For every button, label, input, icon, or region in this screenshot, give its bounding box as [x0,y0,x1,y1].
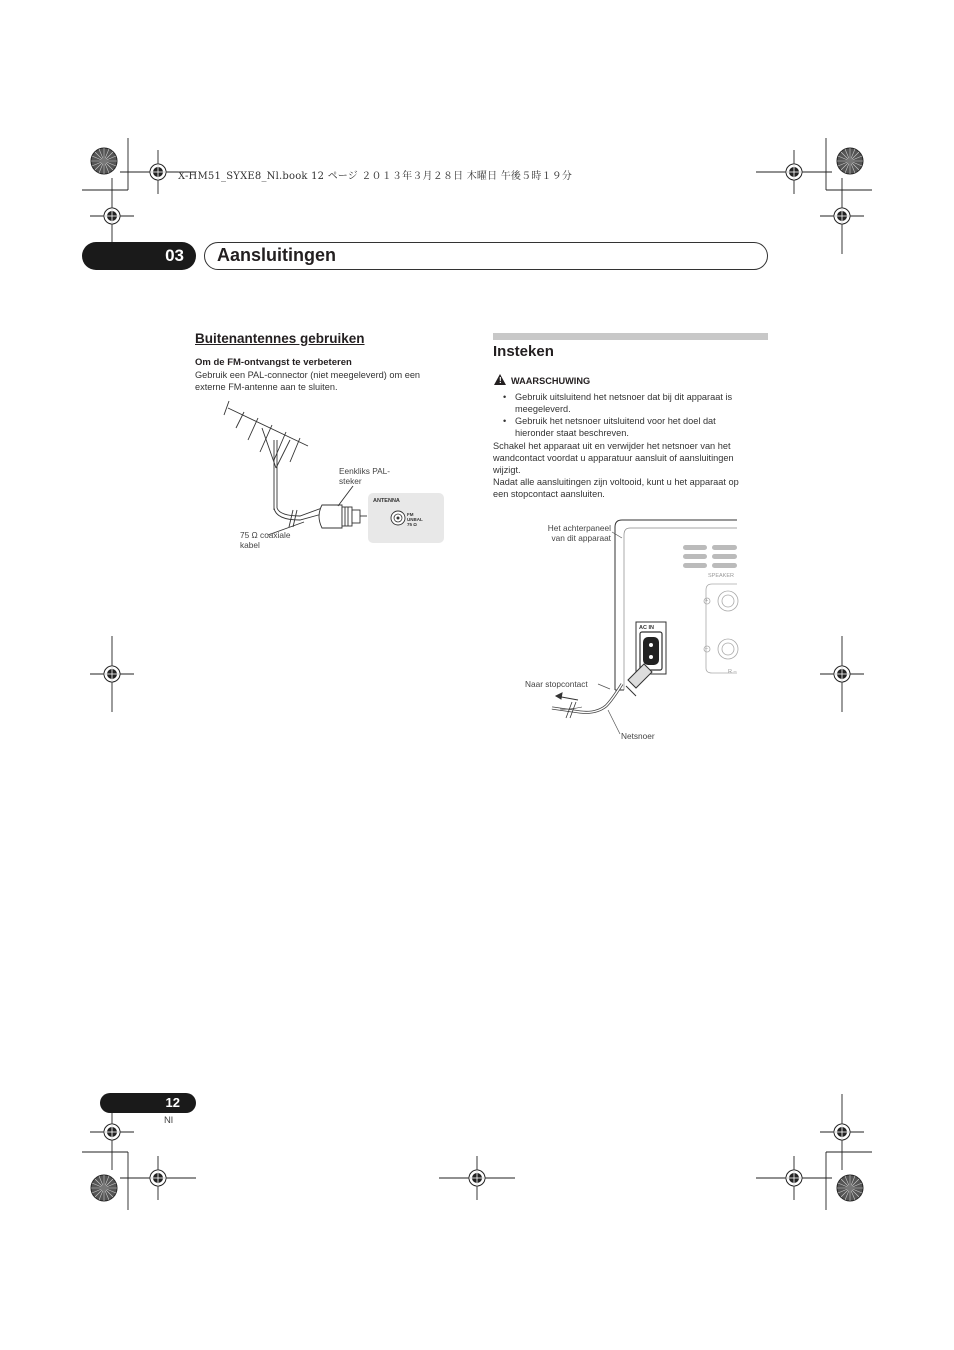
chapter-title: Aansluitingen [204,242,768,270]
jack-label: FM [407,512,414,517]
paragraph-line: wijzigt. [493,465,521,475]
antenna-panel-title: ANTENNA [373,498,400,504]
warning-bullet-1: • Gebruik uitsluitend het netsnoer dat bij dit apparaat is meegeleverd. [515,392,770,415]
paragraph-line: Schakel het apparaat uit en verwijder het netsnoer van het [493,441,731,451]
jack-label: UNBAL [407,517,423,522]
warning-bullet-2: • Gebruik het netsnoer uitsluitend voor het doel dat hieronder staat beschreven. [515,416,770,439]
label-back-panel [524,523,611,543]
plus-sign: + [705,598,709,604]
subheading-fm-reception: Om de FM-ontvangst te verbeteren [195,357,352,368]
chapter-number: 03 [82,242,196,270]
bullet-line: Gebruik uitsluitend het netsnoer dat bij dit apparaat is [515,392,733,402]
book-meta-line: X-HM51_SYXE8_Nl.book 12 ページ ２０１３年３月２８日 木曜日 午後５時１９分 [178,171,573,182]
paragraph-line: wandcontact voordat u apparatuur aansluit of aansluitingen [493,453,734,463]
label-line: Eenkliks PAL- [339,466,391,476]
label-line: van dit apparaat [551,533,611,543]
bullet-line: meegeleverd. [515,403,571,414]
channel-label: R – [728,669,737,675]
page-language: Nl [164,1115,173,1126]
intro-line: Gebruik een PAL-connector (niet meegeleverd) om een [195,370,421,380]
label-line: Het achterpaneel [547,523,611,533]
section-heading-outdoor-antennas: Buitenantennes gebruiken [195,331,365,346]
paragraph-line: een stopcontact aansluiten. [493,489,605,499]
minus-sign: – [705,646,709,652]
section-heading-plugging-in: Insteken [493,343,554,360]
paragraph-line: Nadat alle aansluitingen zijn voltooid, kunt u het apparaat op [493,477,739,487]
label-to-outlet: Naar stopcontact [525,679,588,689]
bullet-line: Gebruik het netsnoer uitsluitend voor het doel dat [515,416,716,426]
warning-title: WAARSCHUWING [511,376,591,386]
jack-label: 75 Ω [407,522,417,527]
bullet-line: hieronder staat beschreven. [515,427,629,438]
label-power-cord: Netsnoer [621,731,655,741]
label-line: 75 Ω coaxiale [240,530,291,540]
label-line: steker [339,476,362,486]
intro-line: externe FM-antenne aan te sluiten. [195,382,338,392]
ac-in-label: AC IN [639,625,654,631]
page-number: 12 [100,1093,196,1113]
label-line: kabel [240,540,260,550]
warning-icon: ! [494,374,506,385]
speaker-label: SPEAKER [708,573,734,579]
